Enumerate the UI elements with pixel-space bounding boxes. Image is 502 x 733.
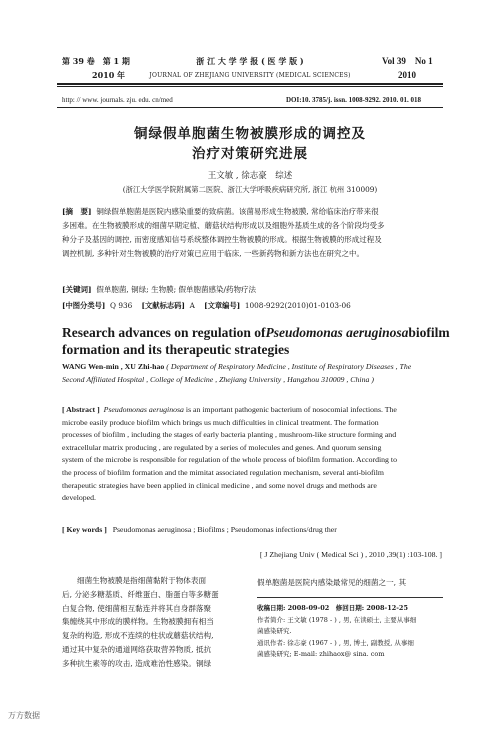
body-line: 集缠绕其中形成的膜样物。生物被膜拥有相当 — [62, 617, 214, 627]
author-bio-1-cont: 菌感染研究. — [257, 627, 292, 635]
journal-title-en: JOURNAL OF ZHEJIANG UNIVERSITY (MEDICAL SCIENCES) — [149, 72, 351, 79]
year-cn: 2010 年 — [92, 70, 126, 80]
keywords-cn-label: [关键词] — [62, 285, 92, 294]
keywords-en — [62, 524, 442, 537]
abstract-en-organism: Pseudomonas aeruginosa — [103, 405, 184, 414]
title-cn-line1: 铜绿假单胞菌生物被膜形成的调控及 — [134, 126, 366, 142]
watermark: 万方数据 — [8, 711, 40, 720]
affiliation-en-1: ( Department of Respiratory Medicine , Institute of Respiratory Diseases , The — [166, 362, 412, 371]
doc-code-value: A — [189, 301, 195, 310]
citation: [ J Zhejiang Univ ( Medical Sci ) , 2010 ,39(1) :103-108. ] — [259, 550, 442, 559]
doi[interactable]: DOI:10. 3785/j. issn. 1008-9292. 2010. 01. 018 — [286, 96, 421, 104]
corresponding-author: 通讯作者: 徐志豪 (1967 - ) , 男, 博士, 副教授, 从事细 — [257, 638, 414, 647]
article-number-label: [文章编号] — [204, 301, 241, 310]
footnote-rule — [257, 597, 443, 598]
title-en — [62, 324, 450, 358]
body-line: 复杂的构造, 形成不连续的柱状或蘑菇状结构, — [62, 631, 214, 641]
authors-en-names: WANG Wen-min , XU Zhi-hao — [62, 362, 165, 371]
body-line: 多种抗生素等的攻击, 造成难治性感染。铜绿 — [62, 658, 212, 668]
abstract-cn-line: 多困难。在生物被膜形成的细菌早期定植、蘑菇状结构形成以及细胞外基质生成的各个阶段均受多 — [62, 221, 385, 230]
clc-value: Q 936 — [110, 301, 133, 310]
title-cn-line2: 治疗对策研究进展 — [192, 146, 308, 162]
footnote — [257, 603, 445, 661]
affiliation-en-2: Second Affiliated Hospital , College of Medicine , Zhejiang University , Hangzhou 310009 , China ) — [62, 374, 374, 384]
header-rule — [57, 83, 443, 85]
abstract-en — [62, 404, 442, 505]
title-en-part3: biofilm — [408, 325, 450, 340]
volume-en: Vol 39 No 1 — [382, 56, 433, 66]
doi-rule — [57, 107, 443, 108]
abstract-cn-line: 铜绿假单胞菌是医院内感染重要的致病菌。该菌易形成生物被膜, 常给临床治疗带来很 — [96, 207, 379, 216]
article-number-value: 1008-9292(2010)01-0103-06 — [244, 301, 351, 310]
header-rule-thin — [57, 86, 443, 87]
author-bio-1: 作者简介: 王文敏 (1978 - ) , 男, 在读硕士, 主要从事细 — [257, 615, 417, 624]
year-en: 2010 — [398, 70, 416, 80]
affiliation-cn: (浙江大学医学院附属第二医院、浙江大学呼吸疾病研究所, 浙江 杭州 310009) — [122, 185, 378, 194]
abstract-cn-line: 种分子及基因的调控, 而密度感知信号系统整体调控生物被膜的形成。根据生物被膜的形成过程及 — [62, 235, 382, 244]
abstract-en-line: is an important pathogenic bacterium of nosocomial infections. The — [183, 405, 397, 414]
classification — [62, 299, 351, 313]
keywords-en-text: Pseudomonas aeruginosa ; Biofilms ; Pseudomonas infections/drug ther — [112, 525, 337, 534]
doc-code-label: [文献标志码] — [141, 301, 185, 310]
abstract-en-line: microbe easily produce biofilm which brings us much difficulties in clinical treatment. The formation — [62, 417, 379, 427]
body-left-column — [62, 574, 245, 671]
volume-cn: 第 39 卷 第 1 期 — [62, 56, 130, 66]
title-en-organism: Pseudomonas aeruginosa — [265, 325, 409, 340]
received-date: 收稿日期: 2008-09-02 修回日期: 2008-12-25 — [257, 604, 408, 612]
abstract-en-line: processes of biofilm , including the stages of early bacteria planting , mushroom-like structure forming and — [62, 430, 397, 440]
title-en-part1: Research advances on regulation of — [62, 325, 266, 340]
keywords-cn — [62, 283, 256, 297]
corresponding-author-cont[interactable]: 菌感染研究; E-mail: zhihaox@ sina. com — [257, 650, 385, 658]
abstract-cn — [62, 205, 442, 261]
abstract-cn-line: 调控机制, 多种针对生物被膜的治疗对策已应用于临床, 一些新药物和新方法也在研究之中。 — [62, 249, 365, 258]
body-right-top: 假单胞菌是医院内感染最常见的细菌之一, 其 — [257, 578, 407, 587]
abstract-en-line: system of the microbe is responsible for regulation of the whole process of biofilm formation. According to — [62, 455, 397, 465]
keywords-cn-text: 假单胞菌, 铜绿; 生物膜; 假单胞菌感染/药物疗法 — [96, 285, 257, 294]
keywords-en-label: [ Key words ] — [62, 525, 107, 534]
abstract-en-label: [ Abstract ] — [62, 405, 100, 414]
abstract-en-line: therapeutic strategies have been applied in clinical medicine , and some novel drugs and methods are — [62, 480, 377, 490]
abstract-en-line: extracellular matrix producing , are regulated by a series of molecules and genes. And quorum sensing — [62, 442, 382, 452]
abstract-en-line: developed. — [62, 493, 96, 503]
body-line: 通过其中复杂的通道网络获取营养物质, 抵抗 — [62, 644, 212, 654]
clc-label: [中图分类号] — [62, 301, 106, 310]
abstract-cn-label: [摘 要] — [62, 207, 92, 216]
journal-url[interactable]: http: // www. journals. zju. edu. cn/med — [62, 96, 173, 104]
authors-cn: 王文敏 , 徐志豪 综述 — [207, 171, 293, 181]
body-line: 细菌生物被膜是指细菌黏附于物体表面 — [77, 576, 207, 585]
title-en-line2: formation and its therapeutic strategies — [62, 342, 290, 357]
journal-title-cn: 浙 江 大 学 学 报 ( 医 学 版 ) — [196, 56, 304, 66]
abstract-en-line: the process of biofilm formation and the mimitat associated regulation mechanism, several anti-biofilm — [62, 467, 384, 477]
body-line: 后, 分泌多糖基质、纤维蛋白、脂蛋白等多糖蛋 — [62, 589, 219, 599]
authors-en — [62, 361, 442, 386]
body-line: 白复合物, 使细菌相互黏连并将其自身群落聚 — [62, 603, 212, 613]
